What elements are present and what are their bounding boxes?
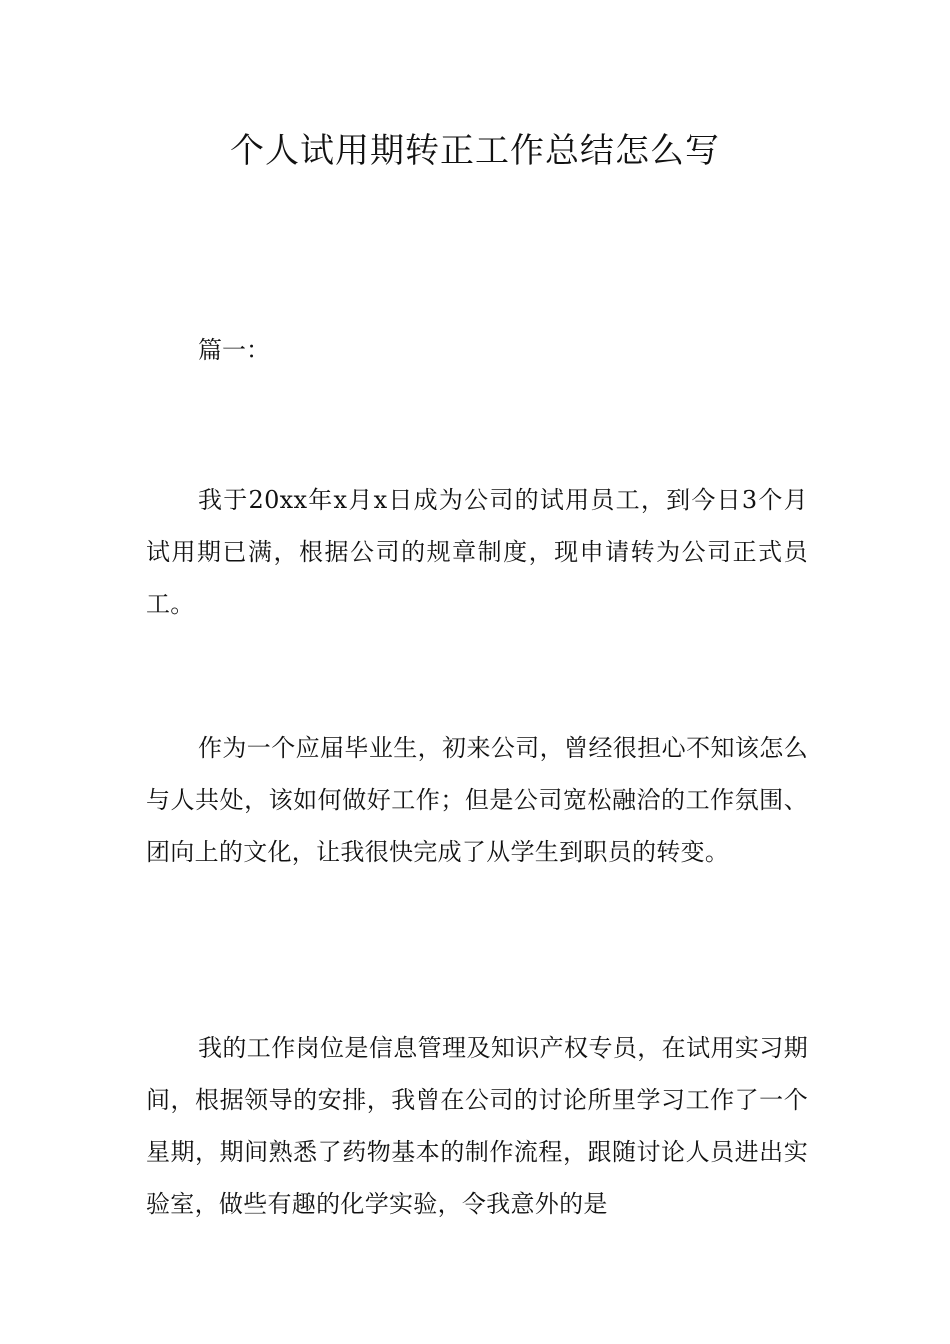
paragraph-3: 我的工作岗位是信息管理及知识产权专员，在试用实习期间，根据领导的安排，我曾在公司的讨论所里学习工作了一个星期，期间熟悉了药物基本的制作流程，跟随讨论人员进出实验室，做些有趣的化学实验，令我意外的是: [146, 1034, 808, 1218]
document-title: 个人试用期转正工作总结怎么写: [230, 131, 720, 171]
paragraph-1: 我于20xx年x月x日成为公司的试用员工，到今日3个月试用期已满，根据公司的规章制度，现申请转为公司正式员工。: [146, 486, 808, 618]
section-label: 篇一：: [198, 336, 270, 364]
paragraph-2: 作为一个应届毕业生，初来公司，曾经很担心不知该怎么与人共处，该如何做好工作；但是公司宽松融洽的工作氛围、团向上的文化，让我很快完成了从学生到职员的转变。: [146, 734, 808, 866]
